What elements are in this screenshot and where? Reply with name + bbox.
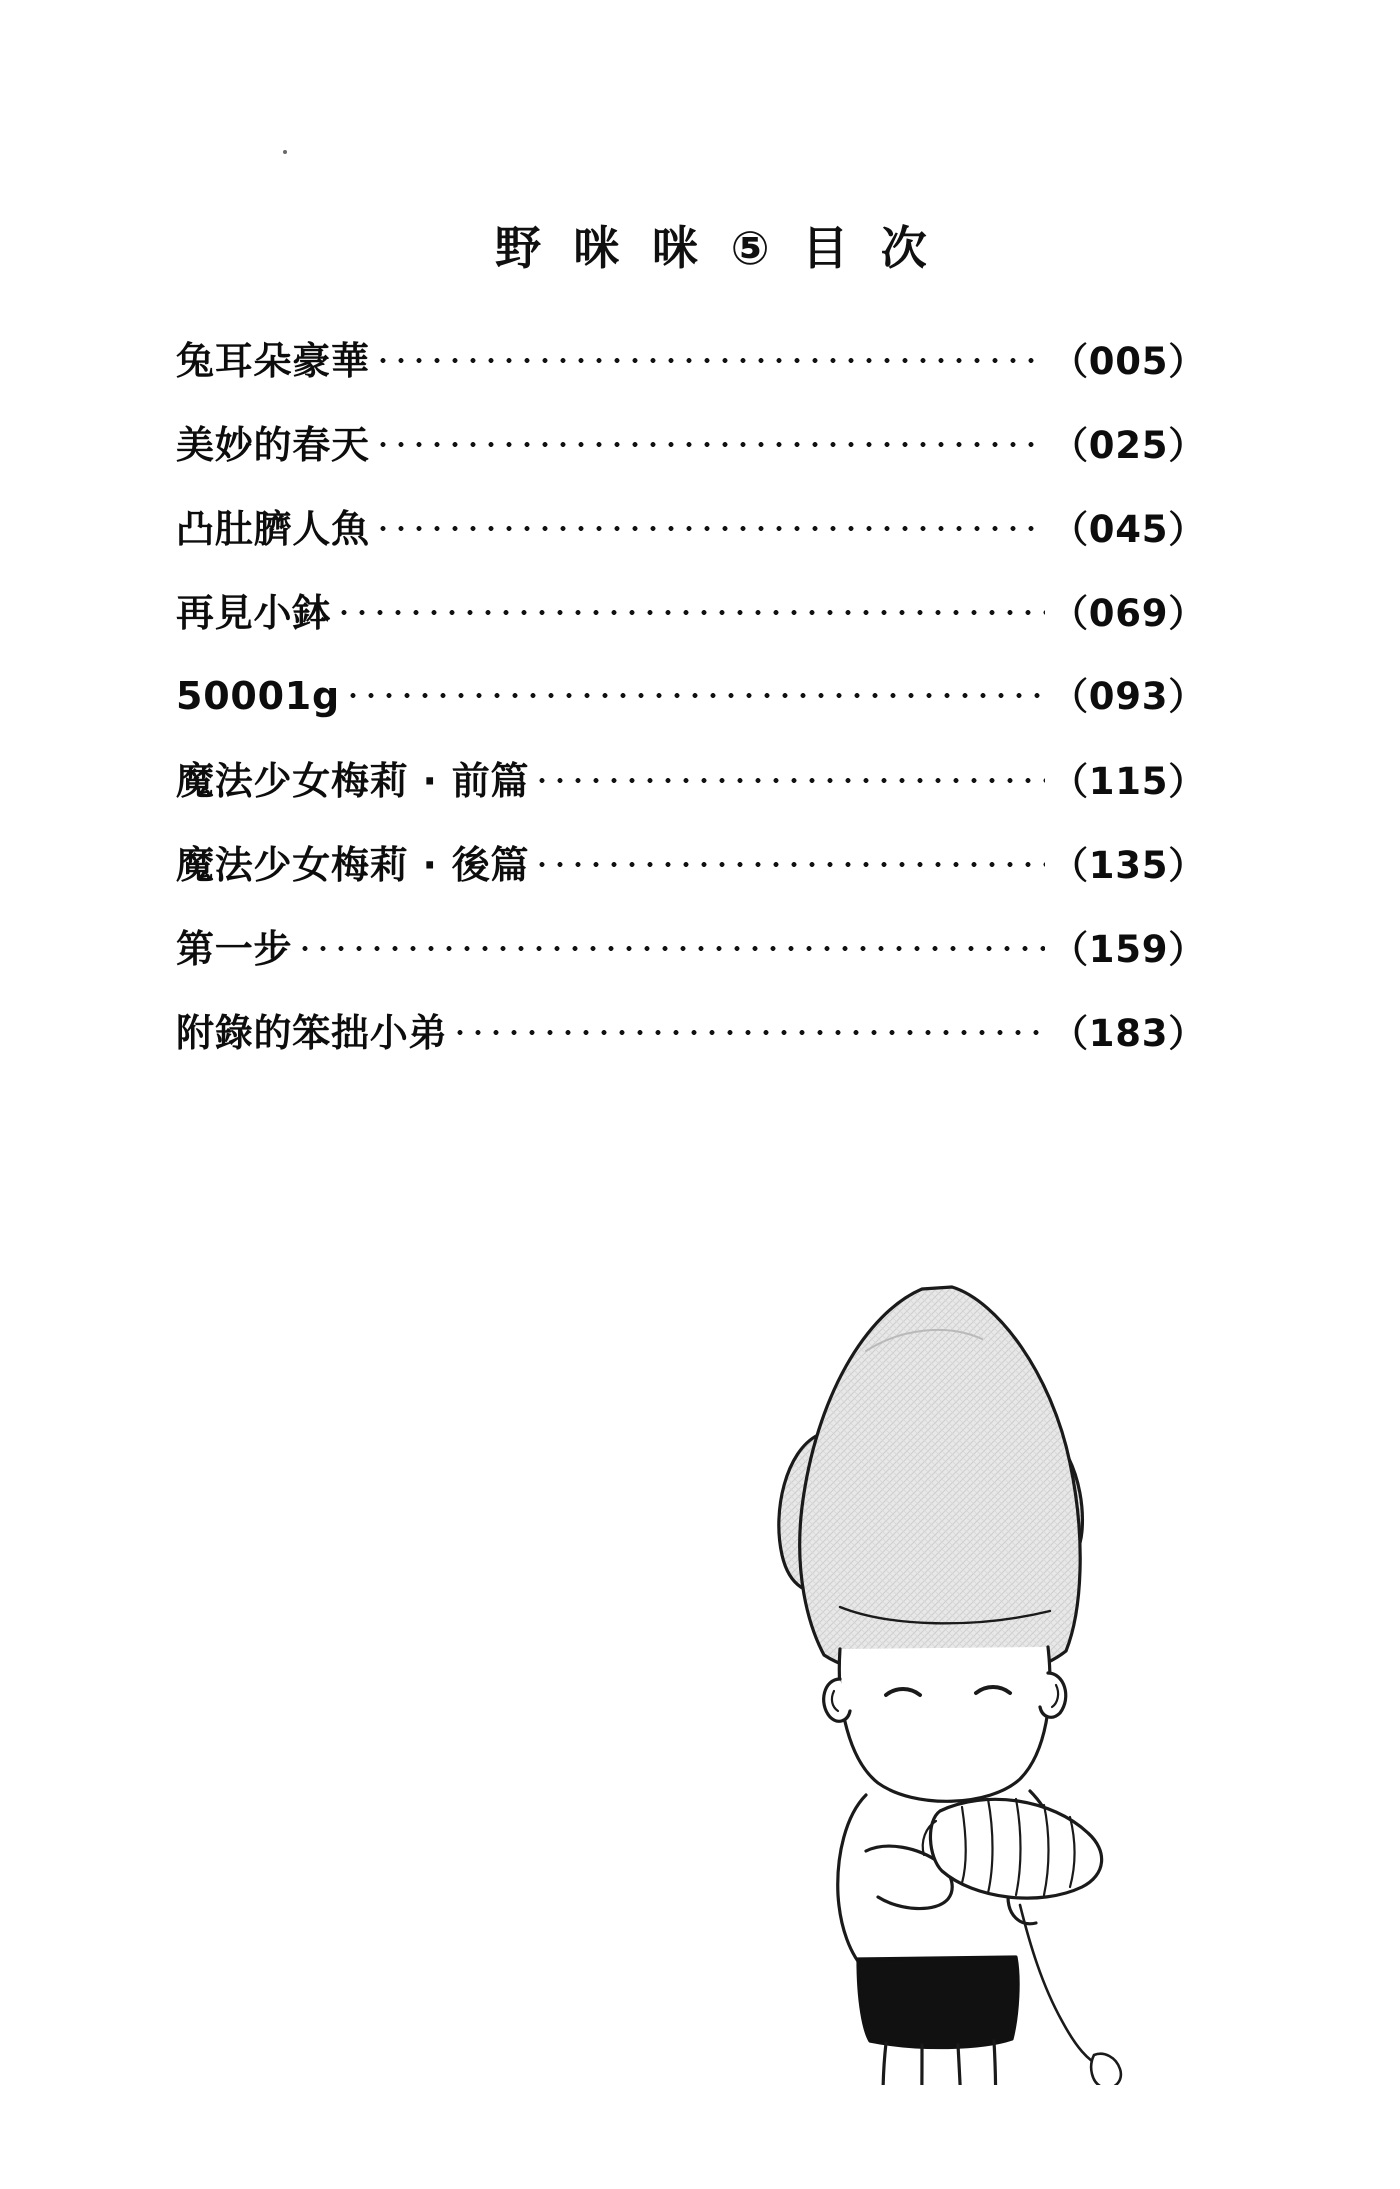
- toc-entry-label: 凸肚臍人魚: [176, 507, 370, 551]
- toc-entry-label: 附錄的笨拙小弟: [176, 1011, 448, 1055]
- toc-list: [176, 330, 1206, 1086]
- toc-entry-page: （115）: [1051, 760, 1206, 803]
- toc-entry[interactable]: [176, 666, 1206, 750]
- toc-entry-page: （005）: [1051, 340, 1206, 383]
- toc-entry-page: （159）: [1051, 928, 1206, 971]
- toc-leader-dots: [374, 420, 1045, 458]
- toc-entry-page: （069）: [1051, 592, 1206, 635]
- toc-entry-label: 魔法少女梅莉 · 後篇: [176, 843, 530, 887]
- toc-entry[interactable]: [176, 918, 1206, 1002]
- toc-leader-dots: [374, 336, 1045, 374]
- page-title: 野 咪 咪 ⑤ 目 次: [494, 221, 936, 275]
- toc-entry[interactable]: [176, 414, 1206, 498]
- toc-leader-dots: [344, 671, 1045, 709]
- toc-leader-dots: [374, 504, 1045, 542]
- toc-entry-label: 魔法少女梅莉 · 前篇: [176, 759, 530, 803]
- toc-entry[interactable]: [176, 498, 1206, 582]
- toc-leader-dots: [296, 924, 1045, 962]
- toc-entry-label: 50001g: [176, 674, 340, 718]
- toc-entry-page: （183）: [1051, 1012, 1206, 1055]
- toc-entry[interactable]: [176, 750, 1206, 834]
- toc-entry[interactable]: [176, 582, 1206, 666]
- toc-leader-dots: [533, 840, 1045, 878]
- toc-entry-label: 兔耳朵豪華: [176, 339, 370, 383]
- toc-entry[interactable]: [176, 834, 1206, 918]
- toc-entry[interactable]: [176, 330, 1206, 414]
- character-illustration: [690, 1255, 1210, 2085]
- toc-entry[interactable]: [176, 1002, 1206, 1086]
- ink-speck: [283, 150, 287, 154]
- toc-entry-label: 第一步: [176, 927, 293, 971]
- toc-leader-dots: [335, 588, 1045, 626]
- toc-entry-label: 美妙的春天: [176, 423, 370, 467]
- toc-leader-dots: [533, 756, 1045, 794]
- toc-entry-page: （093）: [1051, 675, 1206, 718]
- toc-entry-page: （135）: [1051, 844, 1206, 887]
- toc-entry-page: （025）: [1051, 424, 1206, 467]
- toc-leader-dots: [451, 1008, 1045, 1046]
- toc-entry-page: （045）: [1051, 508, 1206, 551]
- toc-entry-label: 再見小鉢: [176, 591, 332, 635]
